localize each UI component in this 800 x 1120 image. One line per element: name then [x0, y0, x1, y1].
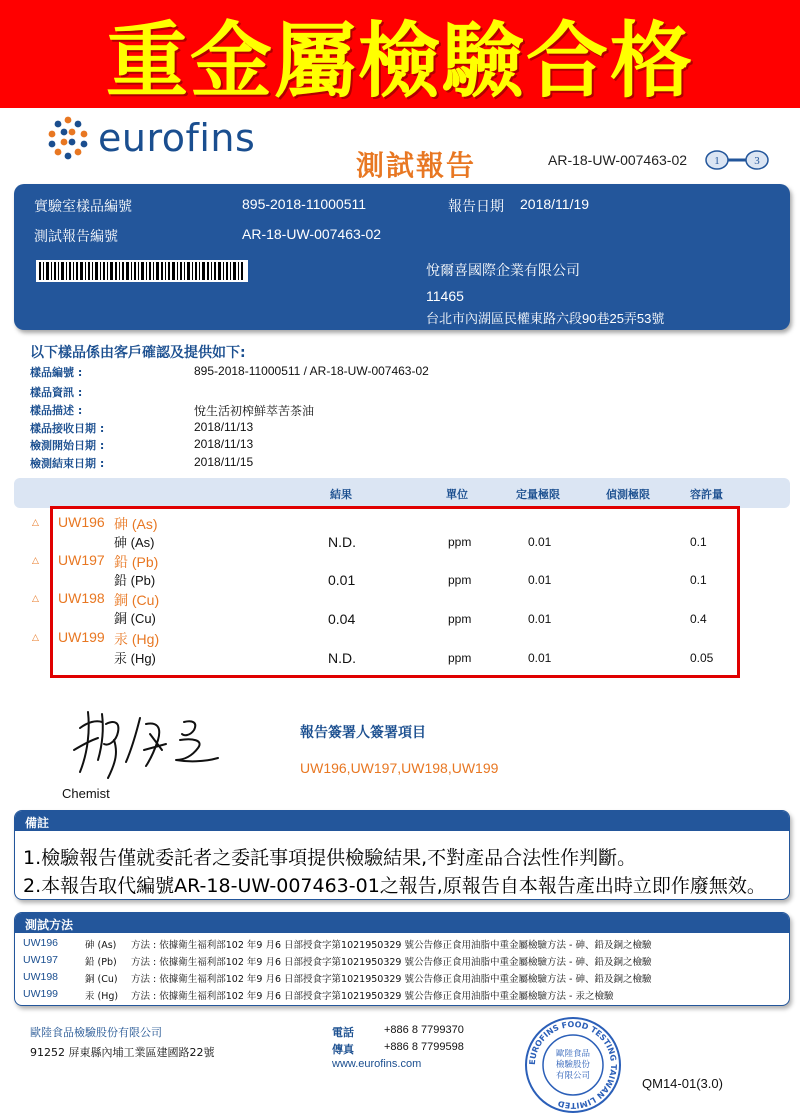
result-value: N.D.: [328, 650, 356, 666]
footer-fax-label: 傳真: [332, 1043, 354, 1056]
result-unit: ppm: [448, 612, 472, 626]
col-limit: 容許量: [690, 488, 723, 501]
note-line: 2.本報告取代編號AR-18-UW-007463-01之報告,原報告自本報告產出時立即作廢無效。: [23, 875, 766, 897]
result-limit: 0.4: [690, 612, 707, 626]
method-row: [15, 988, 790, 1004]
result-limit: 0.1: [690, 573, 707, 587]
result-value: N.D.: [328, 534, 356, 550]
footer-fax: +886 8 7799598: [384, 1041, 464, 1053]
sample-value: 2018/11/13: [194, 437, 254, 451]
chemist-title: Chemist: [62, 786, 110, 801]
footer-company: 歐陸食品檢驗股份有限公司: [30, 1026, 162, 1039]
sample-label: 樣品描述 :: [30, 404, 83, 417]
result-substance: 砷 (As): [114, 535, 155, 550]
col-lod: 偵測極限: [606, 488, 650, 501]
method-code: UW197: [23, 954, 59, 966]
client-address: 台北市內湖區民權東路六段90巷25弄53號: [426, 311, 665, 326]
methods-heading: 測試方法: [15, 913, 789, 933]
signer-items: UW196,UW197,UW198,UW199: [300, 760, 499, 776]
result-code: UW196: [58, 514, 105, 530]
seal-ring-text: EUROFINS FOOD TESTING TAIWAN LIMITED: [527, 1019, 619, 1111]
result-substance: 鉛 (Pb): [114, 573, 156, 588]
triangle-icon: △: [32, 518, 39, 528]
method-code: UW196: [23, 937, 59, 949]
result-code: UW198: [58, 590, 105, 606]
result-limit: 0.1: [690, 535, 707, 549]
footer-phone: +886 8 7799370: [384, 1024, 464, 1036]
method-element: 汞 (Hg): [85, 991, 119, 1002]
eurofins-dots-icon: [44, 114, 92, 162]
result-element: 銅 (Cu): [114, 592, 160, 608]
method-description: 方法 : 依據衛生福利部102 年9 月6 日部授食字第1021950329 號公告修正食用油脂中重金屬檢驗方法 - 汞之檢驗: [131, 991, 614, 1002]
result-value: 0.01: [328, 572, 356, 588]
methods-panel: [14, 912, 790, 1006]
notes-heading: 備註: [15, 811, 789, 831]
triangle-icon: △: [32, 633, 39, 643]
method-description: 方法 : 依據衛生福利部102 年9 月6 日部授食字第1021950329 號公告修正食用油脂中重金屬檢驗方法 - 砷、鉛及銅之檢驗: [131, 957, 652, 968]
result-loq: 0.01: [528, 573, 552, 587]
result-element: 汞 (Hg): [114, 631, 160, 647]
result-loq: 0.01: [528, 535, 552, 549]
report-number-top: AR-18-UW-007463-02: [548, 152, 688, 168]
result-loq: 0.01: [528, 651, 552, 665]
result-unit: ppm: [448, 651, 472, 665]
method-element: 砷 (As): [85, 940, 117, 951]
method-element: 銅 (Cu): [85, 974, 118, 985]
method-row: [15, 971, 790, 987]
sample-label: 檢測開始日期 :: [30, 439, 105, 452]
method-code: UW199: [23, 988, 59, 1000]
result-limit: 0.05: [690, 651, 714, 665]
seal-center-text: 歐陸食品檢驗股份有限公司: [555, 1049, 590, 1081]
footer-address: 91252 屏東縣內埔工業區建國路22號: [30, 1046, 215, 1059]
lab-sample-label: 實驗室樣品編號: [34, 198, 132, 214]
result-unit: ppm: [448, 535, 472, 549]
report-title: 測試報告: [356, 149, 477, 182]
sample-value: 2018/11/13: [194, 420, 254, 434]
report-no-label: 測試報告編號: [34, 228, 118, 244]
page-total: 3: [754, 155, 760, 167]
triangle-icon: △: [32, 556, 39, 566]
sample-value: 2018/11/15: [194, 455, 254, 469]
col-unit: 單位: [446, 488, 468, 501]
client-name: 悅爾喜國際企業有限公司: [426, 262, 580, 278]
footer-phone-label: 電話: [332, 1026, 354, 1039]
result-code: UW199: [58, 629, 105, 645]
barcode-icon: [36, 260, 248, 282]
method-description: 方法 : 依據衛生福利部102 年9 月6 日部授食字第1021950329 號公告修正食用油脂中重金屬檢驗方法 - 砷、鉛及銅之檢驗: [131, 974, 652, 985]
result-substance: 銅 (Cu): [114, 611, 156, 626]
results-table-header: [14, 478, 790, 508]
sample-value: 895-2018-11000511 / AR-18-UW-007463-02: [194, 364, 429, 378]
col-result: 結果: [330, 488, 352, 501]
form-code: QM14-01(3.0): [642, 1076, 723, 1091]
lab-sample-value: 895-2018-11000511: [242, 196, 367, 212]
page-current: 1: [714, 155, 720, 167]
method-code: UW198: [23, 971, 59, 983]
result-unit: ppm: [448, 573, 472, 587]
report-no-value: AR-18-UW-007463-02: [242, 226, 382, 242]
result-element: 砷 (As): [114, 516, 158, 532]
sample-heading: 以下樣品係由客戶確認及提供如下:: [30, 345, 246, 361]
company-seal: [524, 1016, 622, 1114]
headline-banner: [0, 0, 800, 108]
highlight-box: [50, 506, 740, 678]
footer-website: www.eurofins.com: [332, 1058, 422, 1070]
logo-text: eurofins: [98, 116, 256, 160]
sample-label: 樣品編號 :: [30, 366, 83, 379]
result-substance: 汞 (Hg): [114, 651, 156, 666]
report-date-label: 報告日期: [448, 198, 504, 214]
sample-value: 悅生活初榨鮮萃苦茶油: [194, 404, 315, 418]
sample-label: 樣品接收日期 :: [30, 422, 105, 435]
eurofins-logo: [44, 114, 255, 162]
sample-label: 樣品資訊 :: [30, 386, 83, 399]
client-postcode: 11465: [426, 288, 464, 304]
triangle-icon: △: [32, 594, 39, 604]
report-info-panel: [14, 184, 790, 330]
result-element: 鉛 (Pb): [114, 554, 159, 570]
col-loq: 定量極限: [516, 488, 560, 501]
handwritten-signature: [58, 700, 238, 784]
method-description: 方法 : 依據衛生福利部102 年9 月6 日部授食字第1021950329 號公告修正食用油脂中重金屬檢驗方法 - 砷、鉛及銅之檢驗: [131, 940, 652, 951]
method-row: [15, 937, 790, 953]
headline-text: 重金屬檢驗合格: [105, 13, 694, 109]
method-row: [15, 954, 790, 970]
result-loq: 0.01: [528, 612, 552, 626]
page-indicator: [704, 148, 770, 172]
sample-label: 檢測結束日期 :: [30, 457, 105, 470]
notes-panel: [14, 810, 790, 900]
signer-heading: 報告簽署人簽署項目: [300, 725, 426, 741]
note-line: 1.檢驗報告僅就委託者之委託事項提供檢驗結果,不對產品合法性作判斷。: [23, 847, 637, 869]
report-date-value: 2018/11/19: [520, 196, 590, 212]
method-element: 鉛 (Pb): [85, 957, 117, 968]
result-value: 0.04: [328, 611, 356, 627]
result-code: UW197: [58, 552, 105, 568]
